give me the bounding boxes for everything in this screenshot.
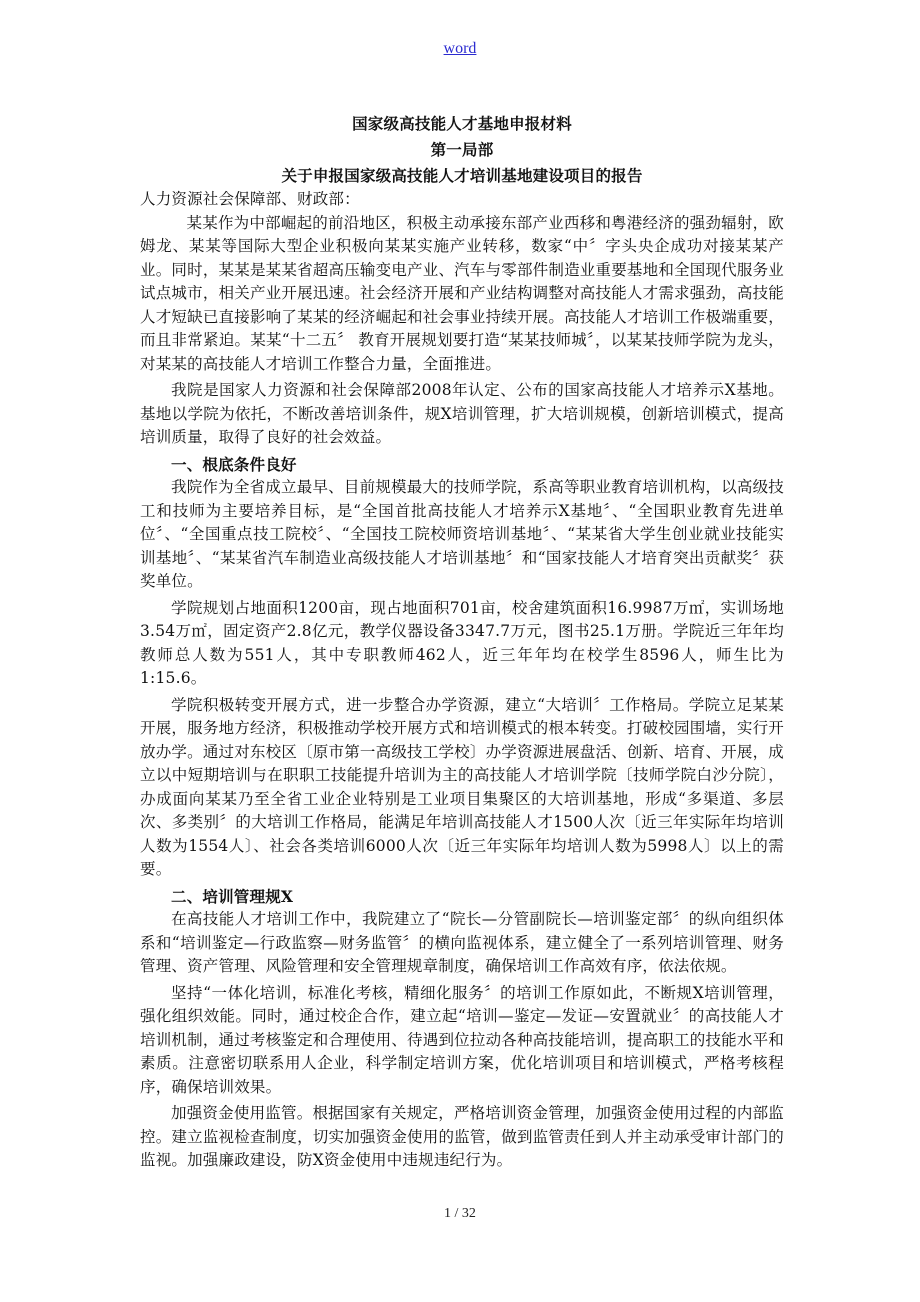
section1-paragraph-3: 学院积极转变开展方式，进一步整合办学资源，建立“大培训〞工作格局。学院立足某某开展，服务地方经济，积极推动学校开展方式和培训模式的根本转变。打破校园围墙，实行开放办学。通过对东校区〔原市第一高级技工学校〕办学资源进展盘活、创新、培育、开展，成立以中短期培训与在职职工技能提升培训为主的高技能人才培训学院〔技师学院白沙分院〕，办成面向某某乃至全省工业企业特别是工业项目集聚区的大培训基地，形成“多渠道、多层次、多类别〞的大培训工作格局，能满足年培训高技能人才1500人次〔近三年实际年均培训人数为1554人〕、社会各类培训6000人次〔近三年实际年均培训人数为5998人〕以上的需要。 [140, 695, 784, 878]
document-title: 国家级高技能人才基地申报材料 [352, 114, 572, 133]
document-body [140, 112, 784, 1176]
header-word-link[interactable]: word [443, 40, 477, 57]
section2-paragraph-1: 在高技能人才培训工作中，我院建立了“院长—分管副院长—培训鉴定部〞的纵向组织体系和“培训鉴定—行政监察—财务监管〞的横向监视体系，建立健全了一系列培训管理、财务管理、资产管理、风险管理和安全管理规章制度，确保培训工作高效有序，依法依规。 [140, 910, 784, 975]
page-indicator: 1 / 32 [444, 1206, 476, 1221]
section-heading-foundation: 一、根底条件良好 [171, 454, 297, 474]
section1-paragraph-1: 我院作为全省成立最早、目前规模最大的技师学院，系高等职业教育培训机构，以高级技工和技师为主要培养目标，是“全国首批高技能人才培养示X基地〞、“全国职业教育先进单位〞、“全国重点技工院校〞、“全国技工院校师资培训基地〞、“某某省大学生创业就业技能实训基地〞、“某某省汽车制造业高级技能人才培训基地〞和“国家技能人才培育突出贡献奖〞获奖单位。 [140, 478, 784, 590]
section1-paragraph-2: 学院规划占地面积1200亩，现占地面积701亩，校舍建筑面积16.9987万㎡，实训场地3.54万㎡，固定资产2.8亿元，教学仪器设备3347.7万元，图书25.1万册。学院近三年年均教师总人数为551人，其中专职教师462人，近三年年均在校学生8596人，师生比为1:15.6。 [140, 598, 784, 687]
document-part: 第一局部 [430, 140, 494, 159]
section2-paragraph-3: 加强资金使用监管。根据国家有关规定，严格培训资金管理，加强资金使用过程的内部监控。建立监视检查制度，切实加强资金使用的监管，做到监管责任到人并主动承受审计部门的监视。加强廉政建设，防X资金使用中违规违纪行为。 [140, 1104, 784, 1169]
intro-paragraph-1: 某某作为中部崛起的前沿地区，积极主动承接东部产业西移和粤港经济的强劲辐射，欧姆龙、某某等国际大型企业积极向某某实施产业转移，数家“中〞字头央企成功对接某某产业。同时，某某是某某省超高压输变电产业、汽车与零部件制造业重要基地和全国现代服务业试点城市，相关产业开展迅速。社会经济开展和产业结构调整对高技能人才需求强劲，高技能人才短缺已直接影响了某某的经济崛起和社会事业持续开展。高技能人才培训工作极端重要，而且非常紧迫。某某“十二五〞 教育开展规划要打造“某某技师城〞，以某某技师学院为龙头，对某某的高技能人才培训工作整合力量，全面推进。 [140, 213, 784, 373]
intro-paragraph-2: 我院是国家人力资源和社会保障部2008年认定、公布的国家高技能人才培养示X基地。基地以学院为依托，不断改善培训条件，规X培训管理，扩大培训规模，创新培训模式，提高培训质量，取得了良好的社会效益。 [140, 381, 784, 446]
section-heading-management: 二、培训管理规X [171, 886, 294, 906]
report-title: 关于申报国家级高技能人才培训基地建设项目的报告 [281, 166, 643, 185]
addressee: 人力资源社会保障部、财政部： [140, 190, 360, 208]
section2-paragraph-2: 坚持“一体化培训，标准化考核，精细化服务〞的培训工作原如此，不断规X培训管理，强化组织效能。同时，通过校企合作，建立起“培训—鉴定—发证—安置就业〞的高技能人才培训机制，通过考核鉴定和合理使用、待遇到位拉动各种高技能培训，提高职工的技能水平和素质。注意密切联系用人企业，科学制定培训方案，优化培训项目和培训模式，严格考核程序，确保培训效果。 [140, 983, 784, 1096]
